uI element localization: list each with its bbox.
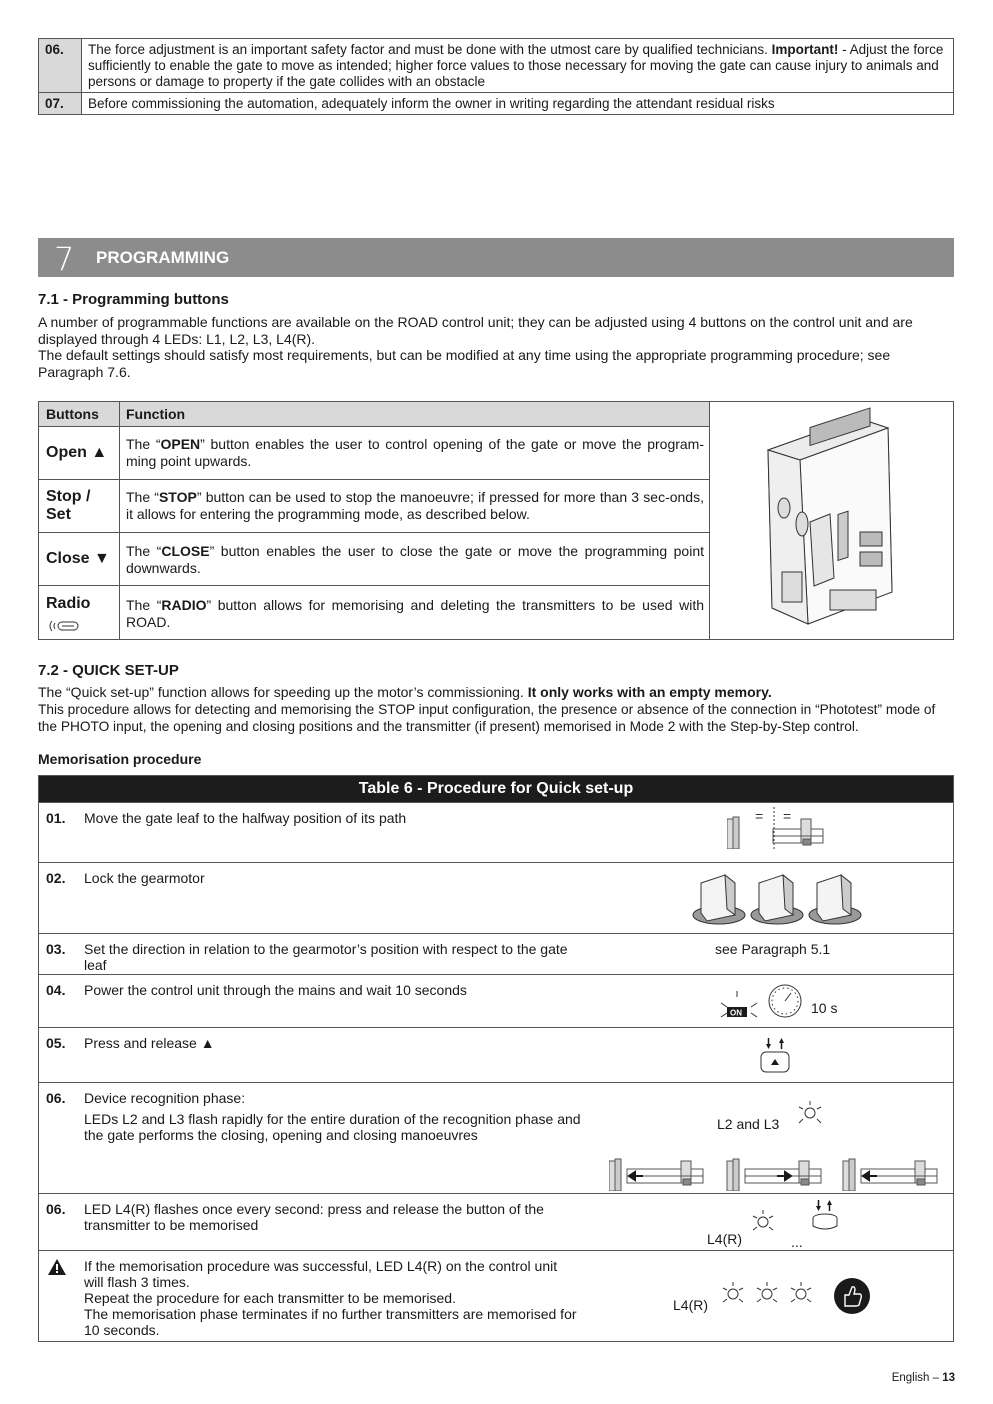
ellipsis: ... — [791, 1234, 803, 1250]
led-flash-icon — [751, 1208, 781, 1238]
table-row: 05. Press and release ▲ — [39, 1027, 953, 1083]
paragraph: This procedure allows for detecting and memorising the STOP input configuration, the presence or absence of the connection in “Phototest” mode of the PHOTO input, the opening and closing positions and the transmitter (if present) memorised in Mode 2 with the Step-by-Step control. — [38, 702, 936, 734]
header-function: Function — [126, 406, 186, 422]
function-text: The “STOP” button can be used to stop the manoeuvre; if pressed for more than 3 sec-onds, it allows for entering the programming mode, as described below. — [126, 489, 704, 522]
button-name-close: Close ▼ — [46, 550, 110, 567]
table-row: 06. Device recognition phase: LEDs L2 and L3 flash rapidly for the entire duration of the recognition phase and the gate performs the closing, opening and closing manoeuvres L2 and L3 — [39, 1082, 953, 1194]
paragraph: The “Quick set-up” function allows for speeding up the motor’s commissioning. It only works with an empty memory. — [38, 684, 772, 700]
safety-table — [38, 38, 954, 115]
paragraph-reference: see Paragraph 5.1 — [715, 941, 831, 957]
table-header — [39, 402, 709, 427]
button-name-radio: Radio — [46, 595, 91, 612]
function-text: The “OPEN” button enables the user to control opening of the gate or move the program-ming point upwards. — [126, 436, 704, 469]
led-flash-triple-icon — [719, 1279, 829, 1309]
table-row: 06. LED L4(R) flashes once every second: press and release the button of the transmitter to be memorised L4(R) ... — [39, 1193, 953, 1251]
button-name-open: Open ▲ — [46, 444, 108, 461]
table-row — [39, 39, 954, 93]
buttons-table — [38, 401, 954, 640]
paragraph: The default settings should satisfy most requirements, but can be modified at any time using the appropriate programming procedure; see Paragraph 7.6. — [38, 347, 891, 380]
function-text: The “CLOSE” button enables the user to close the gate or move the programming point downwards. — [126, 543, 705, 576]
control-unit-illustration — [710, 402, 953, 639]
table-row — [39, 480, 709, 533]
led-label: L4(R) — [673, 1297, 709, 1313]
row-number: 07. — [39, 93, 82, 115]
clock-icon — [767, 983, 807, 1019]
heading-7-2: 7.2 - QUICK SET-UP — [38, 662, 179, 679]
procedure-table — [38, 775, 954, 1342]
svg-text:=: = — [755, 808, 764, 824]
led-label: L4(R) — [707, 1231, 743, 1247]
svg-text:=: = — [783, 808, 792, 824]
gate-manoeuvre-icons — [609, 1151, 953, 1191]
table-row — [39, 586, 709, 639]
warning-icon — [48, 1259, 66, 1276]
section-title: PROGRAMMING — [96, 248, 230, 267]
table-row: 02. Lock the gearmotor — [39, 862, 953, 934]
section-number: 7 — [54, 240, 75, 278]
led-label: L2 and L3 — [717, 1116, 780, 1132]
led-flash-icon — [793, 1099, 827, 1133]
row-number: 06. — [39, 39, 82, 93]
button-name-stop: Stop / Set — [46, 488, 91, 523]
table-row — [39, 533, 709, 586]
table-row — [39, 427, 709, 480]
table-row: 03. Set the direction in relation to the gearmotor’s position with respect to the gate leaf see Paragraph 5.1 — [39, 933, 953, 975]
wait-time: 10 s — [811, 1000, 838, 1016]
gate-halfway-icon — [727, 807, 827, 849]
section-header — [38, 238, 954, 277]
row-text: The force adjustment is an important safety factor and must be done with the utmost care by qualified technicians. Important! - Adjust the force sufficiently to enable the gate to move as intended; higher force values to those necessary for moving the gate can cause injury to animals and persons or damage to property if the gate collides with an obstacle — [82, 39, 954, 93]
gearmotor-lock-icon — [691, 869, 863, 927]
on-badge: ON — [730, 1008, 742, 1018]
header-buttons: Buttons — [46, 406, 99, 422]
table-row: If the memorisation procedure was successful, LED L4(R) on the control unit will flash 3 times. Repeat the procedure for each transmitter to be memorised. The memorisation phase terminates if no further transmitters are memorised for 10 seconds. L4(R) — [39, 1250, 953, 1343]
paragraph: A number of programmable functions are available on the ROAD control unit; they can be adjusted using 4 buttons on the control unit and are displayed through 4 LEDs: L1, L2, L3, L4(R). — [38, 314, 913, 347]
row-text: Before commissioning the automation, adequately inform the owner in writing regarding the attendant residual risks — [82, 93, 954, 115]
table-row: 04. Power the control unit through the mains and wait 10 seconds ON 10 s — [39, 974, 953, 1028]
radio-transmitter-icon — [48, 619, 82, 633]
function-text: The “RADIO” button allows for memorising and deleting the transmitters to be used with ROAD. — [126, 597, 704, 630]
thumbs-up-icon — [833, 1277, 871, 1315]
table-title: Table 6 - Procedure for Quick set-up — [39, 776, 953, 802]
press-open-button-icon — [759, 1036, 793, 1076]
page-footer: English – 13 — [891, 1372, 955, 1384]
heading-7-1: 7.1 - Programming buttons — [38, 291, 229, 308]
press-transmitter-icon — [809, 1198, 843, 1234]
table-row — [39, 93, 954, 115]
table-row: 01. Move the gate leaf to the halfway position of its path = = — [39, 802, 953, 863]
subheading: Memorisation procedure — [38, 751, 202, 767]
